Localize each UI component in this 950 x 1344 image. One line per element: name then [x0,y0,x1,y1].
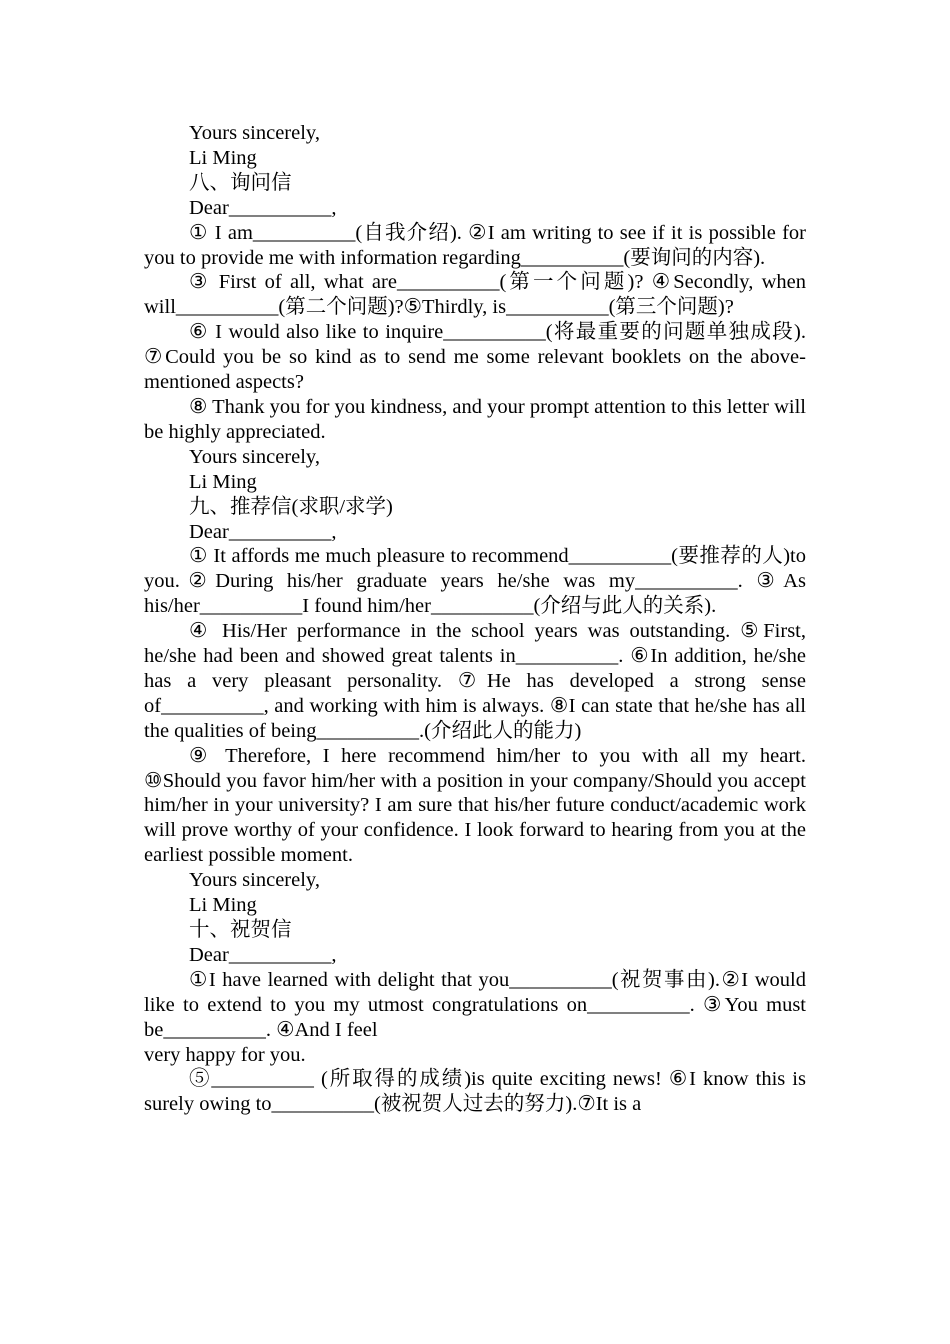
paragraph: ③ First of all, what are__________(第一个问题)? ④Secondly, when will__________(第二个问题)?⑤Thirdly, is__________(第三个问题)? [144,271,806,319]
signature-name: Li Ming [189,894,257,917]
paragraph: ⑥ I would also like to inquire__________(将最重要的问题单独成段). ⑦Could you be so kind as to send me some relevant booklets on the above-mentioned aspects? [144,321,806,394]
document-page [144,121,806,1117]
section-heading-congratulation: 十、祝贺信 [189,919,292,941]
paragraph: ⑧ Thank you for you kindness, and your prompt attention to this letter will be highly appreciated. [144,395,806,443]
closing-line: Yours sincerely, [189,445,320,468]
paragraph-continuation: very happy for you. [144,1043,306,1066]
signature-name: Li Ming [189,470,257,493]
paragraph: ① It affords me much pleasure to recommend__________(要推荐的人)to you.②During his/her graduate years he/she was my__________. ③As his/her__________I found him/her__________(介绍与此人的关系). [144,545,806,618]
paragraph: ⑨ Therefore, I here recommend him/her to you with all my heart. ⑩Should you favor him/her with a position in your company/Should you accept him/her in your university? I am sure that his/her future conduct/academic work will prove worthy of your confidence. I look forward to hearing from you at the earliest possible moment. [144,744,806,867]
signature-name: Li Ming [189,146,257,169]
section-heading-recommendation: 九、推荐信(求职/求学) [189,495,393,518]
salutation: Dear__________, [189,520,337,543]
closing-line: Yours sincerely, [189,122,320,144]
paragraph: ① I am__________(自我介绍). ②I am writing to see if it is possible for you to provide me with information regarding__________(要询问的内容). [144,221,806,269]
paragraph: ④ His/Her performance in the school years was outstanding. ⑤First, he/she had been and showed great talents in__________. ⑥In addition, he/she has a very pleasant personality. ⑦He has developed a strong sense of__________, and working with him is always. ⑧I can state that he/she has all the qualities of being__________.(介绍此人的能力) [144,620,806,742]
salutation: Dear__________, [189,943,337,966]
section-heading-inquiry: 八、询问信 [189,171,292,194]
closing-line: Yours sincerely, [189,869,320,892]
salutation: Dear__________, [189,196,337,219]
paragraph: ①I have learned with delight that you__________(祝贺事由).②I would like to extend to you my utmost congratulations on__________. ③You must be__________. ④And I feel [144,968,806,1041]
paragraph: ⑤__________ (所取得的成绩)is quite exciting news! ⑥I know this is surely owing to__________(被祝贺人过去的努力).⑦It is a [144,1068,806,1116]
